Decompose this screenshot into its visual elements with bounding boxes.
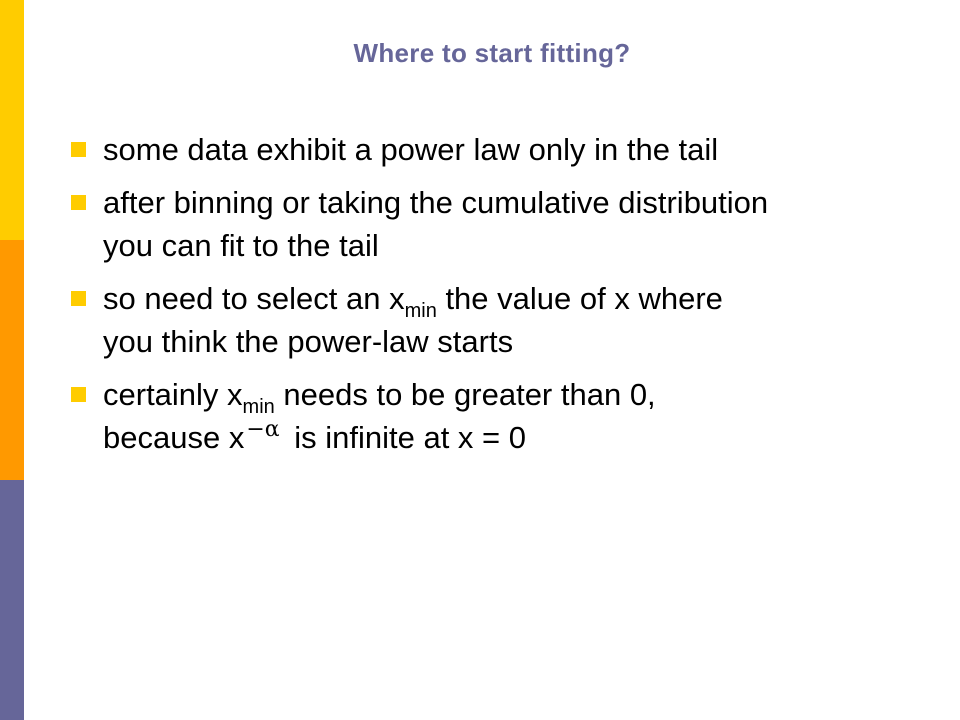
side-bar-orange bbox=[0, 240, 24, 480]
bullet-text-before: so need to select an x bbox=[103, 281, 405, 316]
bullet-text-line2-before: because x bbox=[103, 420, 245, 455]
bullet-text-after: needs to be greater than 0, bbox=[274, 377, 656, 412]
square-bullet-icon bbox=[71, 142, 86, 157]
bullet-list bbox=[70, 128, 930, 469]
side-bar-yellow bbox=[0, 0, 24, 240]
square-bullet-icon bbox=[71, 195, 86, 210]
bullet-item bbox=[70, 128, 930, 171]
superscript-minus-alpha: −α bbox=[246, 417, 280, 442]
bullet-text: some data exhibit a power law only in the tail bbox=[103, 132, 719, 167]
square-bullet-icon bbox=[71, 387, 86, 402]
bullet-item bbox=[70, 373, 930, 459]
square-bullet-icon bbox=[71, 291, 86, 306]
subscript-min: min bbox=[404, 300, 437, 322]
bullet-text-before: certainly x bbox=[103, 377, 243, 412]
bullet-text-line1: after binning or taking the cumulative distribution bbox=[103, 185, 769, 220]
bullet-item bbox=[70, 277, 930, 363]
slide-title: Where to start fitting? bbox=[353, 38, 631, 68]
subscript-min: min bbox=[242, 396, 275, 418]
bullet-text-line2: you can fit to the tail bbox=[103, 228, 379, 263]
bullet-text-line2: you think the power-law starts bbox=[103, 324, 514, 359]
bullet-text-line2-after: is infinite at x = 0 bbox=[285, 420, 526, 455]
bullet-item bbox=[70, 181, 930, 267]
bullet-text-after: the value of x where bbox=[436, 281, 723, 316]
side-bar-purple bbox=[0, 480, 24, 720]
